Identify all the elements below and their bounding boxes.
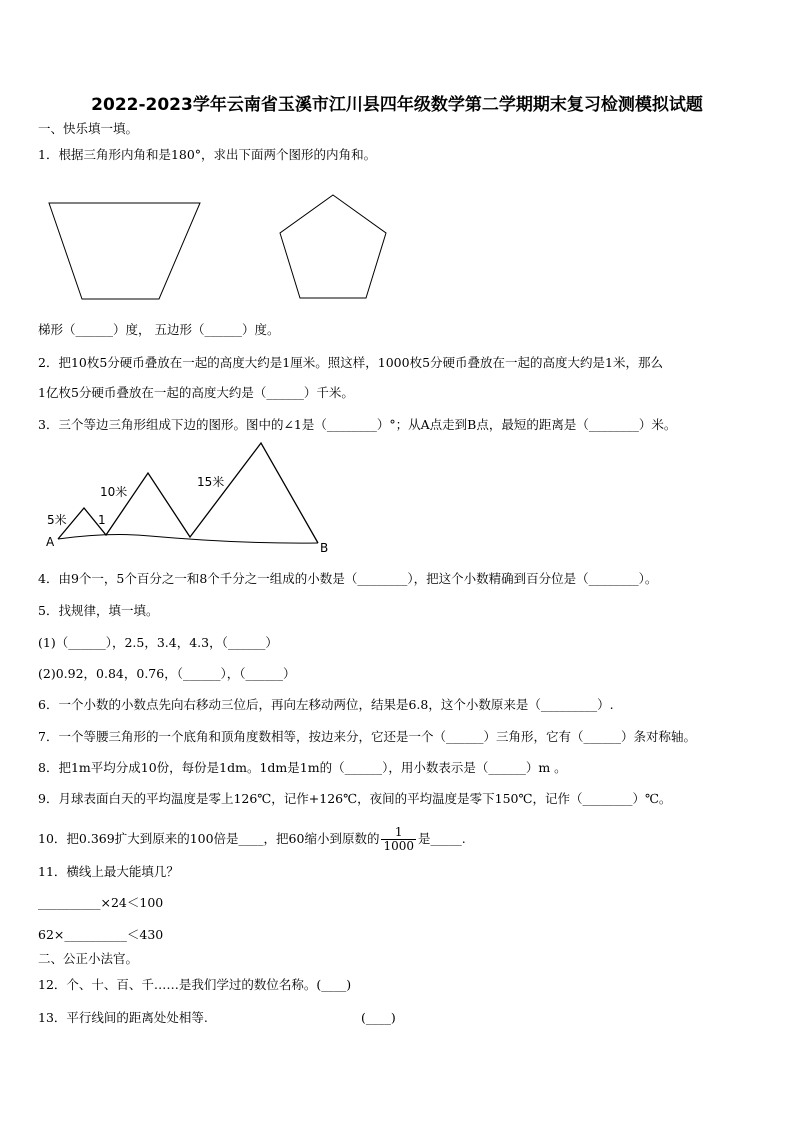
question-6-text: 6．一个小数的小数点先向右移动三位后，再向左移动两位，结果是6.8，这个小数原来是（_________）.	[38, 697, 614, 712]
section-heading-1: 一、快乐填一填。	[38, 121, 139, 136]
question-3-text: 3．三个等边三角形组成下边的图形。图中的∠1是（________）°；从A点走到B点，最短的距离是（________）米。	[38, 417, 677, 432]
question-4-text: 4．由9个一，5个百分之一和8个千分之一组成的小数是（________），把这个小数精确到百分位是（________）。	[38, 571, 658, 586]
question-11-text: 11．横线上最大能填几？	[38, 864, 179, 879]
question-10-part-2: 是_____.	[418, 831, 466, 846]
triangles-figure	[40, 440, 340, 558]
question-9-text: 9．月球表面白天的平均温度是零上126℃，记作+126℃，夜间的平均温度是零下150℃，记作（________）℃。	[38, 791, 672, 806]
question-2-line-2: 1亿枚5分硬币叠放在一起的高度大约是（______）千米。	[38, 385, 354, 400]
question-8-text: 8．把1m平均分成10份，每份是1dm。1dm是1m的（______），用小数表示是（______）m 。	[38, 760, 567, 775]
label-angle-1: 1	[98, 513, 106, 527]
question-1-text: 1．根据三角形内角和是180°，求出下面两个图形的内角和。	[38, 147, 377, 162]
question-11-row-2: 62×__________＜430	[38, 927, 164, 942]
pentagon-figure	[276, 192, 390, 304]
question-2-line-1: 2．把10枚5分硬币叠放在一起的高度大约是1厘米。照这样，1000枚5分硬币叠放在一起的高度大约是1米，那么	[38, 355, 663, 370]
label-5m: 5米	[47, 513, 67, 527]
section-heading-2: 二、公正小法官。	[38, 951, 139, 966]
question-1-answer-line: 梯形（______）度， 五边形（______）度。	[38, 322, 280, 337]
label-10m: 10米	[100, 485, 128, 499]
question-5-text: 5．找规律，填一填。	[38, 603, 159, 618]
question-7-text: 7．一个等腰三角形的一个底角和顶角度数相等，按边来分，它还是一个（______）三角形，它有（______）条对称轴。	[38, 729, 696, 744]
question-5-row-2: (2)0.92，0.84，0.76，（______），（______）	[38, 666, 296, 681]
question-13-blank: (____)	[361, 1010, 396, 1025]
fraction-one-thousandth	[381, 826, 416, 853]
question-11-row-1: __________×24＜100	[38, 895, 164, 910]
label-point-b: B	[320, 541, 329, 555]
fraction-denominator: 1000	[383, 839, 415, 853]
label-point-a: A	[46, 535, 55, 549]
question-10-part-1: 10．把0.369扩大到原来的100倍是____，把60缩小到原数的	[38, 831, 380, 846]
fraction-numerator: 1	[381, 826, 416, 840]
question-5-row-1: (1)（______），2.5，3.4，4.3，（______）	[38, 635, 278, 650]
trapezoid-figure	[45, 200, 205, 304]
question-13-text: 13．平行线间的距离处处相等.	[38, 1010, 208, 1025]
label-15m: 15米	[197, 475, 225, 489]
question-10-text	[38, 826, 466, 853]
question-12-text: 12．个、十、百、千……是我们学过的数位名称。(____)	[38, 977, 352, 992]
page-title: 2022-2023学年云南省玉溪市江川县四年级数学第二学期期末复习检测模拟试题	[91, 95, 703, 115]
